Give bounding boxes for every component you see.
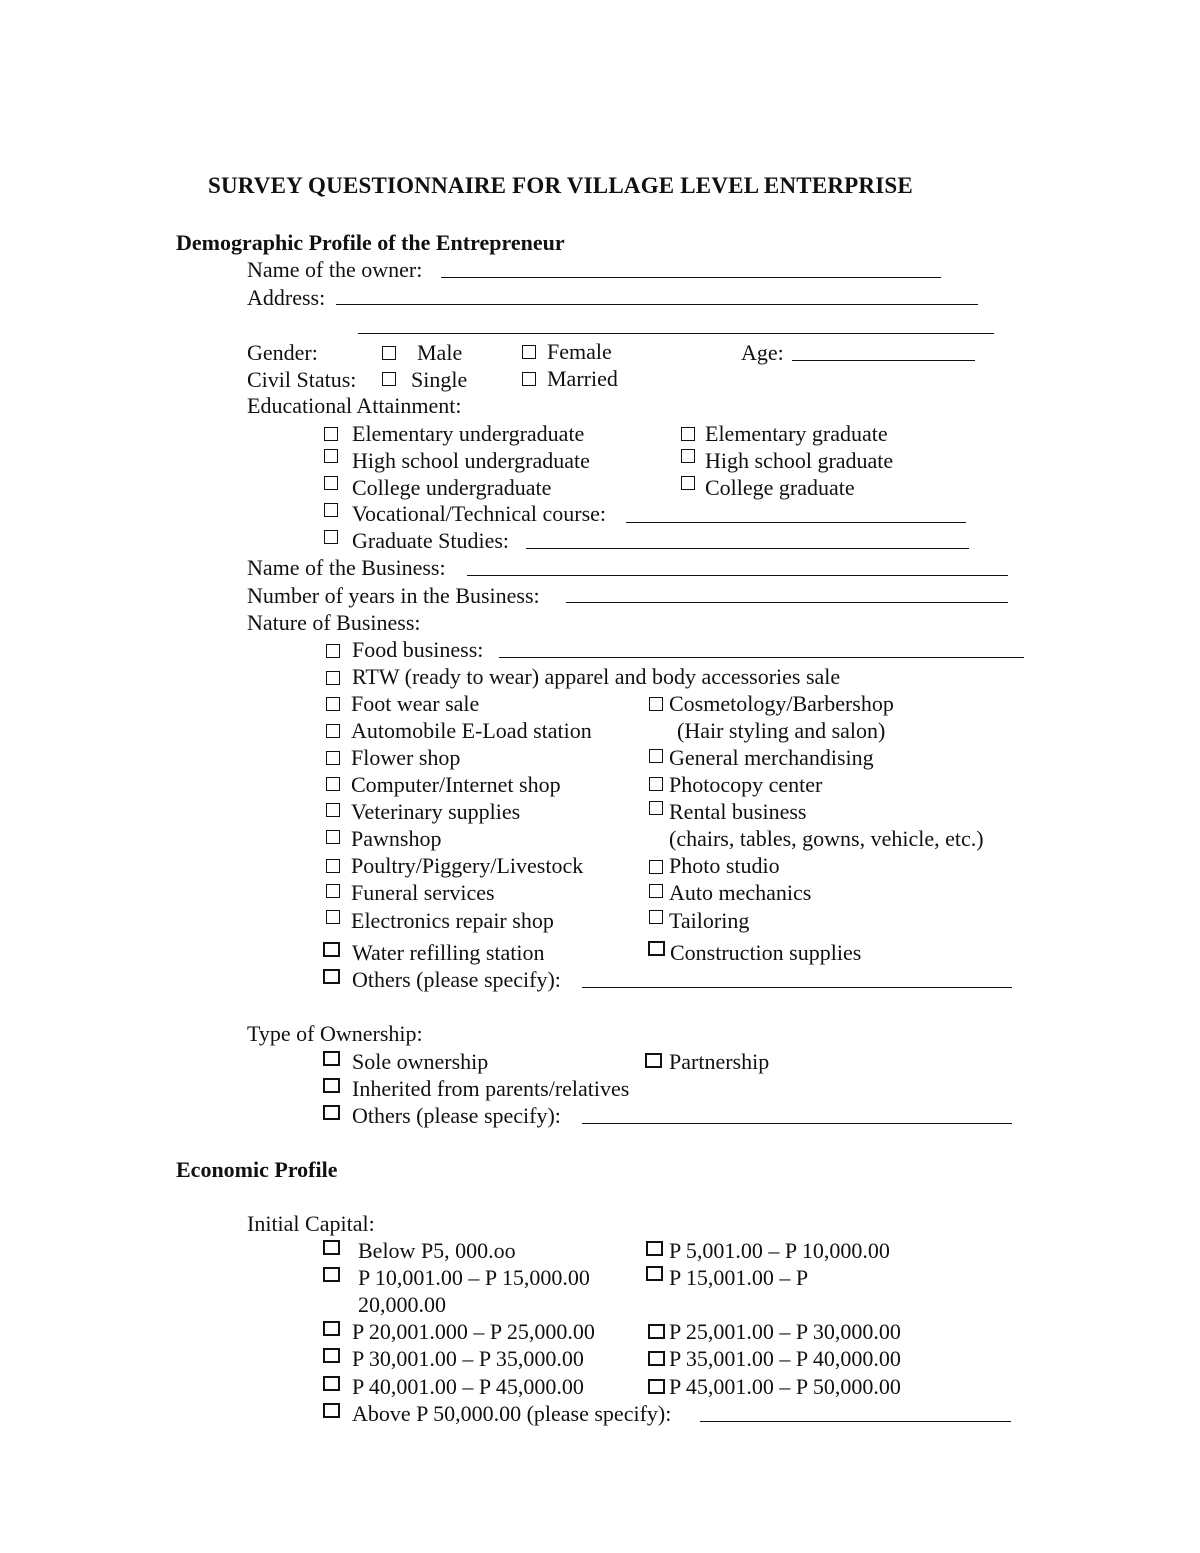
nature-pawnshop-checkbox[interactable]	[326, 830, 340, 844]
educ-hs-grad-checkbox[interactable]	[681, 449, 695, 463]
nature-water-refilling-checkbox[interactable]	[323, 942, 340, 957]
educ-label: Educational Attainment:	[247, 393, 462, 418]
nature-poultry-label: Poultry/Piggery/Livestock	[351, 853, 584, 878]
capital-above-50000-label: Above P 50,000.00 (please specify):	[352, 1401, 672, 1426]
nature-cosmetology-label: Cosmetology/Barbershop	[669, 691, 894, 716]
nature-tailoring-checkbox[interactable]	[649, 910, 663, 924]
ownership-others-label: Others (please specify):	[352, 1103, 561, 1128]
nature-others-label: Others (please specify):	[352, 967, 561, 992]
gender-male-checkbox[interactable]	[382, 346, 396, 360]
educ-hs-grad-label: High school graduate	[705, 448, 894, 473]
capital-5001-10000-label: P 5,001.00 – P 10,000.00	[669, 1238, 890, 1263]
gender-male-label: Male	[417, 340, 463, 365]
page-title: SURVEY QUESTIONNAIRE FOR VILLAGE LEVEL ENTERPRISE	[208, 173, 913, 198]
educ-graduate-studies-checkbox[interactable]	[324, 530, 338, 544]
business-name-field[interactable]	[467, 575, 1008, 576]
nature-flower-label: Flower shop	[351, 745, 461, 770]
educ-elem-undergrad-label: Elementary undergraduate	[352, 421, 585, 446]
educ-elem-grad-checkbox[interactable]	[681, 427, 695, 441]
educ-college-undergrad-checkbox[interactable]	[324, 476, 338, 490]
nature-rtw-checkbox[interactable]	[326, 671, 340, 685]
gender-female-label: Female	[547, 339, 612, 364]
nature-rental-label: Rental business	[669, 799, 807, 824]
capital-below-5000-checkbox[interactable]	[323, 1240, 340, 1255]
educ-elem-grad-label: Elementary graduate	[705, 421, 888, 446]
educ-vocational-checkbox[interactable]	[324, 503, 338, 517]
nature-water-refilling-label: Water refilling station	[352, 940, 545, 965]
nature-tailoring-label: Tailoring	[669, 908, 750, 933]
ownership-others-field[interactable]	[582, 1123, 1012, 1124]
capital-10001-15000-checkbox[interactable]	[323, 1267, 340, 1282]
nature-construction-checkbox[interactable]	[648, 941, 665, 956]
ownership-label: Type of Ownership:	[247, 1021, 423, 1046]
nature-rtw-label: RTW (ready to wear) apparel and body accessories sale	[352, 664, 841, 689]
nature-electronics-checkbox[interactable]	[326, 910, 340, 924]
nature-eload-label: Automobile E-Load station	[351, 718, 592, 743]
nature-photo-studio-checkbox[interactable]	[649, 860, 663, 874]
capital-15001-20000-continued: 20,000.00	[358, 1292, 446, 1317]
educ-graduate-studies-label: Graduate Studies:	[352, 528, 510, 553]
ownership-sole-label: Sole ownership	[352, 1049, 489, 1074]
nature-flower-checkbox[interactable]	[326, 751, 340, 765]
civil-married-checkbox[interactable]	[522, 372, 536, 386]
capital-25001-30000-checkbox[interactable]	[648, 1324, 665, 1339]
civil-married-label: Married	[547, 366, 618, 391]
educ-vocational-field[interactable]	[626, 522, 966, 523]
nature-cosmetology-checkbox[interactable]	[649, 697, 663, 711]
educ-vocational-label: Vocational/Technical course:	[352, 501, 607, 526]
civil-single-label: Single	[411, 367, 468, 392]
nature-merchandising-label: General merchandising	[669, 745, 874, 770]
nature-construction-label: Construction supplies	[670, 940, 862, 965]
nature-pawnshop-label: Pawnshop	[351, 826, 442, 851]
capital-15001-20000-label: P 15,001.00 – P	[669, 1265, 809, 1290]
capital-30001-35000-checkbox[interactable]	[323, 1348, 340, 1363]
nature-veterinary-checkbox[interactable]	[326, 803, 340, 817]
ownership-inherited-checkbox[interactable]	[323, 1078, 340, 1093]
nature-rental-checkbox[interactable]	[649, 801, 663, 815]
years-in-business-field[interactable]	[566, 602, 1008, 603]
civil-single-checkbox[interactable]	[382, 372, 396, 386]
educ-college-grad-label: College graduate	[705, 475, 855, 500]
gender-label: Gender:	[247, 340, 318, 365]
educ-hs-undergrad-checkbox[interactable]	[324, 449, 338, 463]
section-heading-economic: Economic Profile	[176, 1157, 338, 1182]
capital-above-50000-field[interactable]	[700, 1421, 1011, 1422]
initial-capital-label: Initial Capital:	[247, 1211, 375, 1236]
nature-funeral-checkbox[interactable]	[326, 884, 340, 898]
educ-elem-undergrad-checkbox[interactable]	[324, 427, 338, 441]
nature-poultry-checkbox[interactable]	[326, 859, 340, 873]
ownership-others-checkbox[interactable]	[323, 1105, 340, 1120]
capital-15001-20000-checkbox[interactable]	[646, 1266, 663, 1281]
capital-10001-15000-label: P 10,001.00 – P 15,000.00	[358, 1265, 590, 1290]
address-label: Address:	[247, 285, 326, 310]
gender-female-checkbox[interactable]	[522, 345, 536, 359]
nature-photocopy-checkbox[interactable]	[649, 777, 663, 791]
capital-35001-40000-label: P 35,001.00 – P 40,000.00	[669, 1346, 901, 1371]
nature-others-field[interactable]	[582, 987, 1012, 988]
years-in-business-label: Number of years in the Business:	[247, 583, 540, 608]
civil-status-label: Civil Status:	[247, 367, 357, 392]
business-name-label: Name of the Business:	[247, 555, 446, 580]
ownership-sole-checkbox[interactable]	[323, 1051, 340, 1066]
owner-name-field[interactable]	[441, 277, 941, 278]
age-label: Age:	[741, 340, 784, 365]
nature-internet-label: Computer/Internet shop	[351, 772, 561, 797]
age-field[interactable]	[792, 360, 975, 361]
nature-auto-mechanics-checkbox[interactable]	[649, 884, 663, 898]
nature-funeral-label: Funeral services	[351, 880, 495, 905]
nature-others-checkbox[interactable]	[323, 969, 340, 984]
nature-of-business-label: Nature of Business:	[247, 610, 421, 635]
ownership-partnership-label: Partnership	[669, 1049, 770, 1074]
nature-eload-checkbox[interactable]	[326, 724, 340, 738]
capital-45001-50000-checkbox[interactable]	[648, 1379, 665, 1394]
nature-rental-note: (chairs, tables, gowns, vehicle, etc.)	[669, 826, 984, 851]
educ-graduate-studies-field[interactable]	[526, 548, 969, 549]
capital-25001-30000-label: P 25,001.00 – P 30,000.00	[669, 1319, 901, 1344]
educ-college-undergrad-label: College undergraduate	[352, 475, 552, 500]
nature-merchandising-checkbox[interactable]	[649, 749, 663, 763]
nature-internet-checkbox[interactable]	[326, 777, 340, 791]
capital-20001-25000-checkbox[interactable]	[323, 1321, 340, 1336]
capital-5001-10000-checkbox[interactable]	[646, 1241, 663, 1256]
nature-food-label: Food business:	[352, 637, 484, 662]
nature-electronics-label: Electronics repair shop	[351, 908, 554, 933]
educ-college-grad-checkbox[interactable]	[681, 476, 695, 490]
nature-photocopy-label: Photocopy center	[669, 772, 823, 797]
ownership-inherited-label: Inherited from parents/relatives	[352, 1076, 630, 1101]
nature-veterinary-label: Veterinary supplies	[351, 799, 521, 824]
nature-photo-studio-label: Photo studio	[669, 853, 780, 878]
capital-40001-45000-checkbox[interactable]	[323, 1376, 340, 1391]
section-heading-demographic: Demographic Profile of the Entrepreneur	[176, 230, 565, 255]
capital-40001-45000-label: P 40,001.00 – P 45,000.00	[352, 1374, 584, 1399]
capital-45001-50000-label: P 45,001.00 – P 50,000.00	[669, 1374, 901, 1399]
address-field-line-1[interactable]	[336, 304, 978, 305]
nature-auto-mechanics-label: Auto mechanics	[669, 880, 812, 905]
owner-name-label: Name of the owner:	[247, 257, 423, 282]
nature-food-checkbox[interactable]	[326, 644, 340, 658]
capital-above-50000-checkbox[interactable]	[323, 1403, 340, 1418]
nature-footwear-label: Foot wear sale	[351, 691, 480, 716]
nature-cosmetology-note: (Hair styling and salon)	[677, 718, 886, 743]
capital-30001-35000-label: P 30,001.00 – P 35,000.00	[352, 1346, 584, 1371]
address-field-line-2[interactable]	[358, 333, 994, 334]
capital-20001-25000-label: P 20,001.000 – P 25,000.00	[352, 1319, 595, 1344]
capital-35001-40000-checkbox[interactable]	[648, 1351, 665, 1366]
capital-below-5000-label: Below P5, 000.oo	[358, 1238, 516, 1263]
nature-food-field[interactable]	[499, 657, 1024, 658]
nature-footwear-checkbox[interactable]	[326, 697, 340, 711]
educ-hs-undergrad-label: High school undergraduate	[352, 448, 590, 473]
ownership-partnership-checkbox[interactable]	[645, 1053, 662, 1068]
